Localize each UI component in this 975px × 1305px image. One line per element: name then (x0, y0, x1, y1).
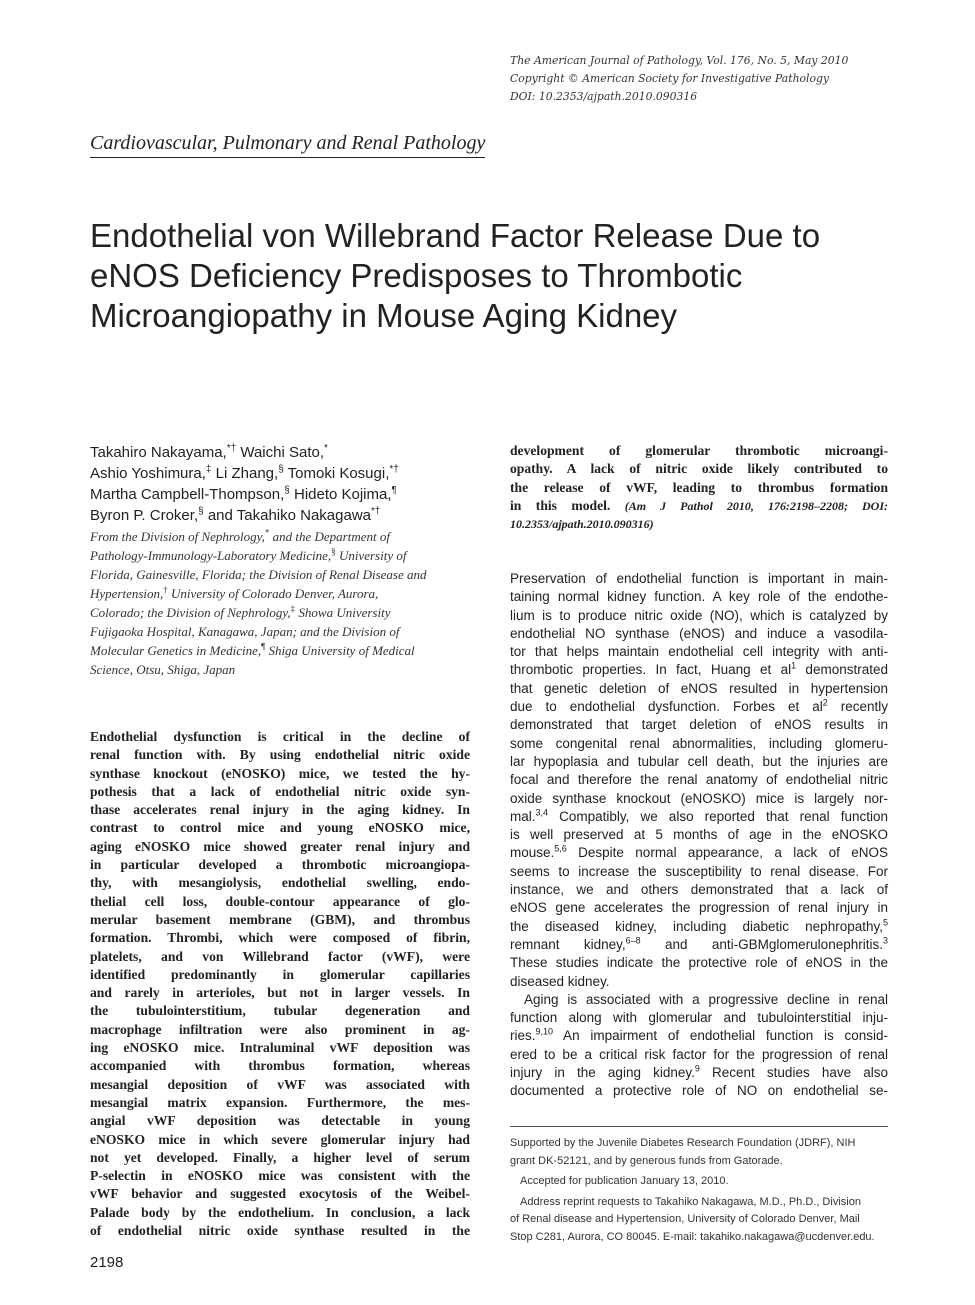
abstract-line: pothesis that a lack of endothelial nitric oxide syn- (90, 783, 470, 799)
author-name: Tomoki Kosugi, (283, 465, 390, 482)
reference-mark: 1 (791, 660, 797, 671)
abstract-text: in this model. (510, 497, 611, 513)
body-line: eNOS gene accelerates the progression of renal injury in (510, 900, 888, 916)
accepted-date: Accepted for publication January 13, 2010. (520, 1175, 729, 1187)
affiliation-line (90, 603, 475, 622)
reference-mark: 3,4 (535, 807, 549, 818)
body-span: An impairment of endothelial function is consid- (553, 1028, 888, 1044)
abstract-line: mesangial matrix expansion. Furthermore, the mes- (90, 1094, 470, 1110)
abstract-line: not yet developed. Finally, a higher level of serum (90, 1149, 470, 1165)
journal-header (510, 52, 930, 106)
affiliation-mark: § (284, 485, 290, 496)
affiliation-text: Showa University (295, 605, 391, 620)
author-name: Hideto Kojima, (289, 486, 392, 503)
body-span: Recent studies have also (699, 1065, 889, 1081)
abstract-line: and rarely in arterioles, but not in larger vessels. In (90, 985, 470, 1001)
body-line: is well preserved at 5 months of age in the eNOSKO (510, 827, 888, 843)
abstract-line: Endothelial dysfunction is critical in the decline of (90, 729, 470, 744)
body-line: Aging is associated with a progressive decline in renal (524, 991, 888, 1007)
abstract-line: angial vWF deposition was detectable in young (90, 1113, 470, 1129)
abstract-line: P-selectin in eNOSKO mice was consistent with the (90, 1168, 470, 1184)
abstract-line: aging eNOSKO mice showed greater renal injury and (90, 838, 470, 854)
author-name: Takahiro Nakayama, (90, 444, 227, 461)
body-span: mal. (510, 808, 536, 824)
author-name: Waichi Sato, (236, 444, 324, 461)
affiliation-mark: § (198, 506, 204, 517)
body-line: taining normal kidney function. A key role of the endothe- (510, 589, 888, 605)
journal-citation: The American Journal of Pathology, Vol. 176, No. 5, May 2010 (510, 54, 849, 67)
reprint-line: Stop C281, Aurora, CO 80045. E-mail: takahiko.nakagawa@ucdenver.edu. (510, 1230, 875, 1243)
author-line (90, 442, 490, 463)
funding-line: grant DK-52121, and by generous funds from Gatorade. (510, 1154, 783, 1167)
abstract-line: mesangial deposition of vWF was associated with (90, 1076, 470, 1092)
body-span: and anti-GBMglomerulonephritis. (640, 936, 883, 952)
abstract-line: the release of vWF, leading to thrombus formation (510, 479, 888, 495)
affiliation-line (90, 546, 475, 565)
affiliation-mark: * (264, 527, 270, 538)
journal-doi: DOI: 10.2353/ajpath.2010.090316 (510, 90, 698, 103)
abstract-line: opathy. A lack of nitric oxide likely contributed to (510, 461, 888, 477)
affiliation-line: Florida, Gainesville, Florida; the Division of Renal Disease and (90, 567, 427, 582)
author-name: Ashio Yoshimura, (90, 465, 206, 482)
reprint-line: Address reprint requests to Takahiko Nakagawa, M.D., Ph.D., Division (520, 1195, 861, 1208)
abstract-text (90, 728, 470, 1240)
abstract-line: Palade body by the endothelium. In conclusion, a lack (90, 1204, 470, 1220)
abstract-line: macrophage infiltration were also prominent in ag- (90, 1021, 470, 1037)
body-span: recently (827, 699, 888, 715)
body-line: that genetic deletion of eNOS resulted in hypertension (510, 680, 888, 696)
abstract-line (510, 515, 888, 533)
author-name: Li Zhang, (211, 465, 279, 482)
abstract-line: accompanied with thrombus formation, whereas (90, 1058, 470, 1074)
abstract-line: thy, with mesangiolysis, endothelial swelling, endo- (90, 875, 470, 891)
body-span: ries. (510, 1028, 536, 1044)
body-span: mouse. (510, 845, 555, 861)
body-span: the diseased kidney, including diabetic nephropathy, (510, 918, 883, 934)
title-line: Microangiopathy in Mouse Aging Kidney (90, 297, 678, 334)
journal-copyright: Copyright © American Society for Investigative Pathology (510, 72, 829, 85)
abstract-line: platelets, and von Willebrand factor (vWF), were (90, 948, 470, 964)
body-line: endothelial NO synthase (eNOS) and induce a vasodila- (510, 625, 888, 641)
reprint-line: of Renal disease and Hypertension, University of Colorado Denver, Mail (510, 1213, 860, 1225)
abstract-line: thelial cell loss, double-contour appearance of glo- (90, 893, 470, 909)
citation: (Am J Pathol 2010, 176:2198–2208; DOI: (624, 498, 888, 513)
funding-line: Supported by the Juvenile Diabetes Research Foundation (JDRF), NIH (510, 1137, 856, 1149)
body-line (510, 936, 888, 954)
abstract-line: ing eNOSKO mice. Intraluminal vWF deposition was (90, 1040, 470, 1056)
body-line: some congenital renal abnormalities, including glomeru- (510, 735, 888, 751)
affiliation-line (90, 641, 475, 660)
abstract-line: development of glomerular thrombotic microangi- (510, 443, 888, 458)
affiliation-mark: *† (226, 443, 237, 454)
affiliations (90, 527, 475, 679)
affiliation-line: Science, Otsu, Shiga, Japan (90, 662, 236, 677)
body-line (510, 1027, 888, 1045)
affiliation-text: Colorado; the Division of Nephrology, (90, 605, 291, 620)
author-line (90, 484, 490, 505)
author-line (90, 505, 490, 526)
affiliation-mark: § (278, 464, 284, 475)
reference-mark: 5 (882, 917, 888, 928)
body-line (510, 661, 888, 679)
page-number: 2198 (90, 1254, 124, 1271)
abstract-line: of endothelial nitric oxide synthase resulted in the (90, 1223, 470, 1239)
abstract-line: synthase knockout (eNOSKO) mice, we tested the hy- (90, 765, 470, 781)
reference-mark: 2 (822, 697, 828, 708)
body-line: instance, we and others demonstrated that a lack of (510, 882, 888, 898)
affiliation-line (90, 527, 475, 546)
body-line: documented a protective role of NO on endothelial se- (510, 1083, 888, 1099)
body-line (510, 844, 888, 862)
body-line: function along with glomerular and tubulointerstitial inju- (510, 1010, 888, 1026)
section-heading: Cardiovascular, Pulmonary and Renal Pathology (90, 132, 485, 158)
affiliation-mark: ¶ (391, 485, 397, 496)
body-line: oxide synthase knockout (eNOSKO) mice is largely nor- (510, 790, 888, 806)
abstract-line: eNOSKO mice in which severe glomerular injury had (90, 1131, 470, 1147)
affiliation-text: University of (335, 548, 407, 563)
abstract-line: merular basement membrane (GBM), and thrombus (90, 911, 470, 927)
reference-mark: 3 (882, 935, 888, 946)
abstract-line (510, 497, 888, 515)
author-name: Martha Campbell-Thompson, (90, 486, 285, 503)
affiliation-line: Fujigaoka Hospital, Kanagawa, Japan; and the Division of (90, 624, 400, 639)
body-span: Compatibly, we also reported that renal function (548, 808, 888, 824)
body-line: These studies indicate the protective role of eNOS in the (510, 955, 888, 971)
body-line: tor that helps maintain endothelial cell integrity with anti- (510, 644, 888, 660)
affiliation-text: Shiga University of Medical (265, 643, 415, 658)
body-span: due to endothelial dysfunction. Forbes et al (510, 699, 823, 715)
abstract-line: in particular developed a thrombotic microangiopa- (90, 857, 470, 873)
footnote-divider (510, 1126, 888, 1127)
affiliation-text: University of Colorado Denver, Aurora, (167, 586, 379, 601)
reference-mark: 5,6 (554, 843, 567, 854)
abstract-line: the tubulointerstitium, tubular degeneration and (90, 1003, 470, 1019)
affiliation-mark: ¶ (261, 641, 266, 652)
title-line: Endothelial von Willebrand Factor Release Due to (90, 217, 821, 254)
body-span: Despite normal appearance, a lack of eNOS (566, 845, 888, 861)
footnotes (510, 1135, 888, 1246)
body-line: lium is to produce nitric oxide (NO), which is catalyzed by (510, 607, 888, 623)
affiliation-text: and the Department of (269, 529, 390, 544)
body-line (510, 918, 888, 936)
affiliation-text: From the Division of Nephrology, (90, 529, 265, 544)
body-line: Preservation of endothelial function is important in main- (510, 571, 888, 586)
body-span: demonstrated (796, 662, 888, 678)
author-name: Byron P. Croker, (90, 507, 199, 524)
abstract-line: vWF behavior and suggested exocytosis of the Weibel- (90, 1186, 470, 1202)
affiliation-text: Hypertension, (90, 586, 164, 601)
abstract-line: contrast to control mice and young eNOSKO mice, (90, 820, 470, 836)
reference-mark: 9 (694, 1063, 700, 1074)
body-span: thrombotic properties. In fact, Huang et al (510, 662, 792, 678)
title-line: eNOS Deficiency Predisposes to Thrombotic (90, 257, 743, 294)
author-list (90, 442, 490, 526)
affiliation-mark: § (331, 546, 336, 557)
author-line (90, 463, 490, 484)
body-line (510, 1064, 888, 1082)
body-line: lar hypoplasia and tubular cell death, but the injuries are (510, 753, 888, 769)
citation-doi: 10.2353/ajpath.2010.090316) (510, 517, 654, 532)
affiliation-mark: *† (389, 464, 399, 475)
affiliation-text: Molecular Genetics in Medicine, (90, 643, 262, 658)
body-line: diseased kidney. (510, 973, 610, 989)
abstract-line: thase accelerates renal injury in the aging kidney. In (90, 802, 470, 818)
affiliation-line (90, 584, 475, 603)
article-title (90, 216, 890, 336)
abstract-line: renal function with. By using endothelial nitric oxide (90, 747, 470, 763)
abstract-continuation (510, 442, 888, 533)
affiliation-text: Pathology-Immunology-Laboratory Medicine, (90, 548, 332, 563)
body-span: injury in the aging kidney. (510, 1065, 695, 1081)
body-line: focal and therefore the renal anatomy of endothelial nitric (510, 772, 888, 788)
abstract-line: formation. Thrombi, which were composed of fibrin, (90, 930, 470, 946)
abstract-line: identified predominantly in glomerular capillaries (90, 966, 470, 982)
body-line: seems to increase the susceptibility to renal disease. For (510, 863, 888, 879)
author-name: and Takahiko Nakagawa (203, 507, 372, 524)
reference-mark: 9,10 (535, 1026, 554, 1037)
affiliation-mark: *† (371, 506, 381, 517)
body-line: ered to be a critical risk factor for the progression of renal (510, 1046, 888, 1062)
affiliation-mark: ‡ (290, 603, 296, 614)
affiliation-mark: † (163, 584, 168, 595)
body-text (510, 570, 888, 1101)
affiliation-mark: * (324, 443, 328, 454)
body-span: remnant kidney, (510, 936, 626, 952)
body-line (510, 808, 888, 826)
body-line: demonstrated that target deletion of eNOS results in (510, 717, 888, 733)
reference-mark: 6–8 (625, 935, 641, 946)
body-line (510, 698, 888, 716)
affiliation-mark: ‡ (205, 464, 212, 475)
